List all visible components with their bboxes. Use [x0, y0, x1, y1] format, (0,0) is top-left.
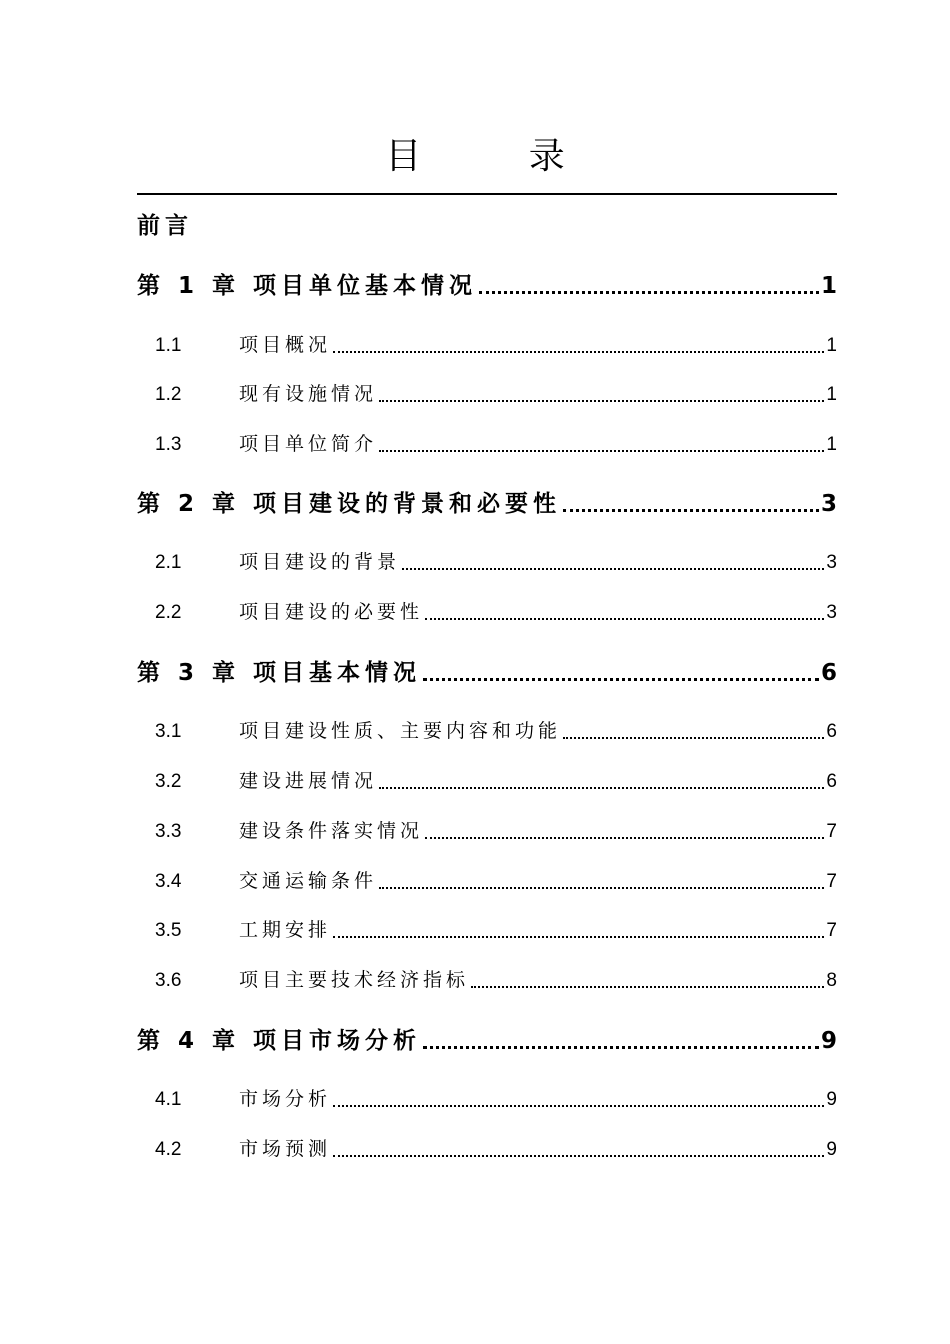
toc-section-3-4[interactable] — [137, 866, 837, 893]
toc-chapter-1[interactable] — [137, 267, 837, 300]
leader-dots — [333, 1155, 824, 1157]
page-number: 1 — [826, 335, 837, 356]
toc-chapter-3[interactable] — [137, 654, 837, 687]
leader-dots — [333, 936, 824, 938]
page-title: 目 录 — [385, 136, 613, 177]
page-number: 3 — [826, 602, 837, 623]
section-number: 2.1 — [155, 552, 182, 573]
toc-section-4-2[interactable] — [137, 1134, 837, 1161]
page-number: 1 — [820, 273, 837, 299]
title-divider — [137, 193, 837, 195]
page-number: 7 — [826, 920, 837, 941]
toc-chapter-4[interactable] — [137, 1022, 837, 1055]
section-title: 市场预测 — [239, 1138, 332, 1160]
chapter-title: 第 3 章 项目基本情况 — [137, 660, 422, 686]
section-title: 交通运输条件 — [239, 870, 378, 892]
section-number: 3.3 — [155, 821, 182, 842]
page-number: 6 — [826, 771, 837, 792]
page-number: 9 — [826, 1089, 837, 1110]
leader-dots — [425, 618, 824, 620]
section-number: 1.2 — [155, 384, 182, 405]
section-title: 工期安排 — [239, 919, 332, 941]
section-title: 现有设施情况 — [239, 383, 378, 405]
page-number: 1 — [826, 434, 837, 455]
section-number: 3.1 — [155, 721, 182, 742]
toc-section-1-2[interactable] — [137, 379, 837, 406]
toc-section-2-1[interactable] — [137, 547, 837, 574]
leader-dots — [479, 291, 819, 294]
leader-dots — [379, 400, 824, 402]
leader-dots — [423, 1046, 819, 1049]
page-number: 6 — [820, 660, 837, 686]
page-number: 3 — [820, 491, 837, 517]
chapter-title: 第 1 章 项目单位基本情况 — [137, 273, 478, 299]
toc-section-1-3[interactable] — [137, 429, 837, 456]
toc-section-3-3[interactable] — [137, 816, 837, 843]
section-title: 建设进展情况 — [239, 770, 378, 792]
page-number: 3 — [826, 552, 837, 573]
section-number: 3.6 — [155, 970, 182, 991]
section-title: 项目建设的背景 — [239, 551, 401, 573]
toc-preface[interactable]: 前言 — [137, 213, 193, 239]
section-title: 项目概况 — [239, 334, 332, 356]
section-title: 项目主要技术经济指标 — [239, 969, 470, 991]
leader-dots — [379, 887, 824, 889]
page-number: 7 — [826, 821, 837, 842]
toc-section-3-6[interactable] — [137, 965, 837, 992]
chapter-title: 第 4 章 项目市场分析 — [137, 1028, 422, 1054]
page-number: 9 — [826, 1139, 837, 1160]
page-number: 9 — [820, 1028, 837, 1054]
section-number: 4.1 — [155, 1089, 182, 1110]
page-number: 6 — [826, 721, 837, 742]
page-number: 1 — [826, 384, 837, 405]
section-number: 1.3 — [155, 434, 182, 455]
leader-dots — [402, 568, 824, 570]
section-number: 1.1 — [155, 335, 182, 356]
page-number: 7 — [826, 871, 837, 892]
toc-section-3-2[interactable] — [137, 766, 837, 793]
leader-dots — [379, 787, 824, 789]
toc-section-1-1[interactable] — [137, 330, 837, 357]
section-number: 4.2 — [155, 1139, 182, 1160]
toc-section-2-2[interactable] — [137, 597, 837, 624]
leader-dots — [379, 450, 824, 452]
section-number: 3.5 — [155, 920, 182, 941]
page-number: 8 — [826, 970, 837, 991]
chapter-title: 第 2 章 项目建设的背景和必要性 — [137, 491, 562, 517]
leader-dots — [563, 509, 819, 512]
section-title: 市场分析 — [239, 1088, 332, 1110]
toc-chapter-2[interactable] — [137, 485, 837, 518]
leader-dots — [425, 837, 824, 839]
toc-section-3-1[interactable] — [137, 716, 837, 743]
leader-dots — [471, 986, 824, 988]
leader-dots — [423, 678, 819, 681]
section-title: 项目建设的必要性 — [239, 601, 424, 623]
section-title: 项目单位简介 — [239, 433, 378, 455]
leader-dots — [563, 737, 824, 739]
leader-dots — [333, 351, 824, 353]
leader-dots — [333, 1105, 824, 1107]
section-number: 3.4 — [155, 871, 182, 892]
section-title: 项目建设性质、主要内容和功能 — [239, 720, 562, 742]
section-title: 建设条件落实情况 — [239, 820, 424, 842]
section-number: 2.2 — [155, 602, 182, 623]
toc-section-3-5[interactable] — [137, 915, 837, 942]
section-number: 3.2 — [155, 771, 182, 792]
toc-section-4-1[interactable] — [137, 1084, 837, 1111]
